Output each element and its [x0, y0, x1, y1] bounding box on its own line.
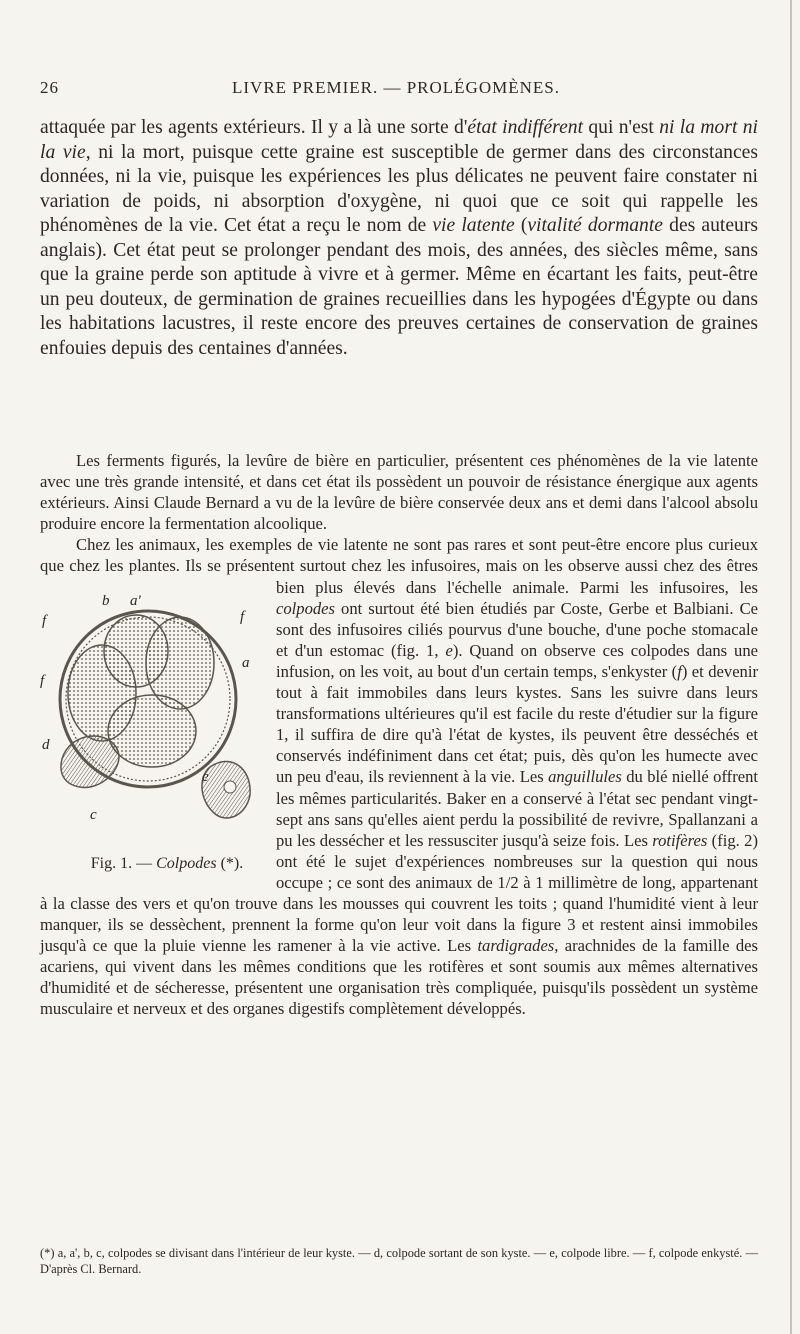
colpode-e-vacuole: [224, 781, 236, 793]
page-edge-rule: [790, 0, 792, 1334]
paragraph-animaux: Chez les animaux, les exemples de vie latente ne sont pas rares et sont peut-être encore plus curieux que chez les plantes. Ils se présentent surtout chez les infusoires, mais on les observe aussi chez des êtres bien plus élevés dans l'échelle animale. Parmi les infusoires, les b a' f f f a d c e Fig. 1. — Colpodes (*). colpodes ont surtout été bien étudiés par Coste, Gerbe et Balbiani. Ce sont des infusoires ciliés pourvus d'une bouche, d'une poche stomacale et d'un estomac (fig. 1, e). Quand on observe ces colpodes dans une infusion, on les voit, au bout d'un certain temps, s'enkyster (f) et devenir tout à fait immobiles dans leurs kystes. Sans les suivre dans leurs transformations ultérieures qu'il est facile du reste d'étudier sur la figure 1, il suffira de dire qu'à l'état de kystes, ils peuvent être desséchés et conservés indéfiniment dans cet état; puis, dès qu'on les humecte avec un peu d'eau, ils reviennent à la vie. Les anguillules du blé niellé offrent les mêmes particularités. Baker en a conservé à l'état sec pendant vingt-sept ans sans qu'elles aient perdu la possibilité de revivre, Spallanzani a pu les dessécher et les ressusciter jusqu'à seize fois. Les rotifères (fig. 2) ont été le sujet d'expériences nombreuses sur la question qui nous occupe ; ce sont des animaux de 1/2 à 1 millimètre de long, appartenant à la classe des vers et qu'on trouve dans les mousses qui couvrent les toits ; quand l'humidité vient à leur manquer, ils se dessèchent, prennent la forme qu'on leur voit dans la figure 3 et restent ainsi immobiles jusqu'à ce que la pluie vienne les ramener à la vie active. Les tardigrades, arachnides de la famille des acariens, qui vivent dans les mêmes conditions que les rotifères et sont soumis aux mêmes alternatives d'humidité et de sécheresse, présentent une organisation très compliquée, puisqu'ils possèdent un système musculaire et nerveux et des organes digestifs complètement développés.: [40, 535, 759, 1019]
colpode-c: [108, 695, 196, 767]
label-a-prime: a': [130, 592, 141, 609]
label-a-right: a: [242, 654, 250, 671]
label-e: e: [202, 768, 209, 785]
label-f-top-left: f: [42, 612, 47, 629]
running-header: [40, 78, 752, 104]
label-f-top-right: f: [240, 608, 245, 625]
figure-colpodes: [40, 581, 258, 876]
lead-paragraph: attaquée par les agents extérieurs. Il y a là une sorte d'état indifférent qui n'est ni la mort ni la vie, ni la mort, puisque cette graine est susceptible de germer dans des circonstances données, ni la vie, puisque les expériences les plus délicates ne peuvent faire constater ni variation de poids, ni absorption d'oxygène, ni quoi que ce soit qui rappelle les phénomènes de la vie. Cet état a reçu le nom de vie latente (vitalité dormante des auteurs anglais). Cet état peut se prolonger pendant des mois, des années, des siècles même, sans que la graine perde son aptitude à vivre et à germer. Même en écartant les faits, peut-être un peu douteux, de germination de graines recueillies dans les hypogées d'Égypte ou dans les habitations lacustres, il reste encore des preuves certaines de conservation de graines enfouies depuis des centaines d'années.: [40, 117, 759, 359]
label-b: b: [102, 592, 110, 609]
label-f-left: f: [40, 672, 45, 689]
figure-caption: Fig. 1. — Colpodes (*).: [90, 854, 244, 872]
label-c: c: [90, 806, 97, 823]
colpodes-engraving: [40, 581, 258, 851]
label-d: d: [42, 736, 50, 753]
running-title: LIVRE PREMIER. — PROLÉGOMÈNES.: [232, 78, 560, 97]
page-number: 26: [40, 78, 59, 97]
small-print-section: [40, 450, 758, 1020]
footnote: (*) a, a', b, c, colpodes se divisant dans l'intérieur de leur kyste. — d, colpode sortant de son kyste. — e, colpode libre. — f, colpode enkysté. — D'après Cl. Bernard.: [40, 1246, 758, 1276]
paragraph-ferments: Les ferments figurés, la levûre de bière en particulier, présentent ces phénomènes de la vie latente avec une très grande intensité, et dans cet état ils possèdent un pouvoir de résistance énergique aux agents extérieurs. Ainsi Claude Bernard a vu de la levûre de bière conservée deux ans et demi dans l'alcool absolu produire encore la fermentation alcoolique.: [40, 451, 758, 534]
